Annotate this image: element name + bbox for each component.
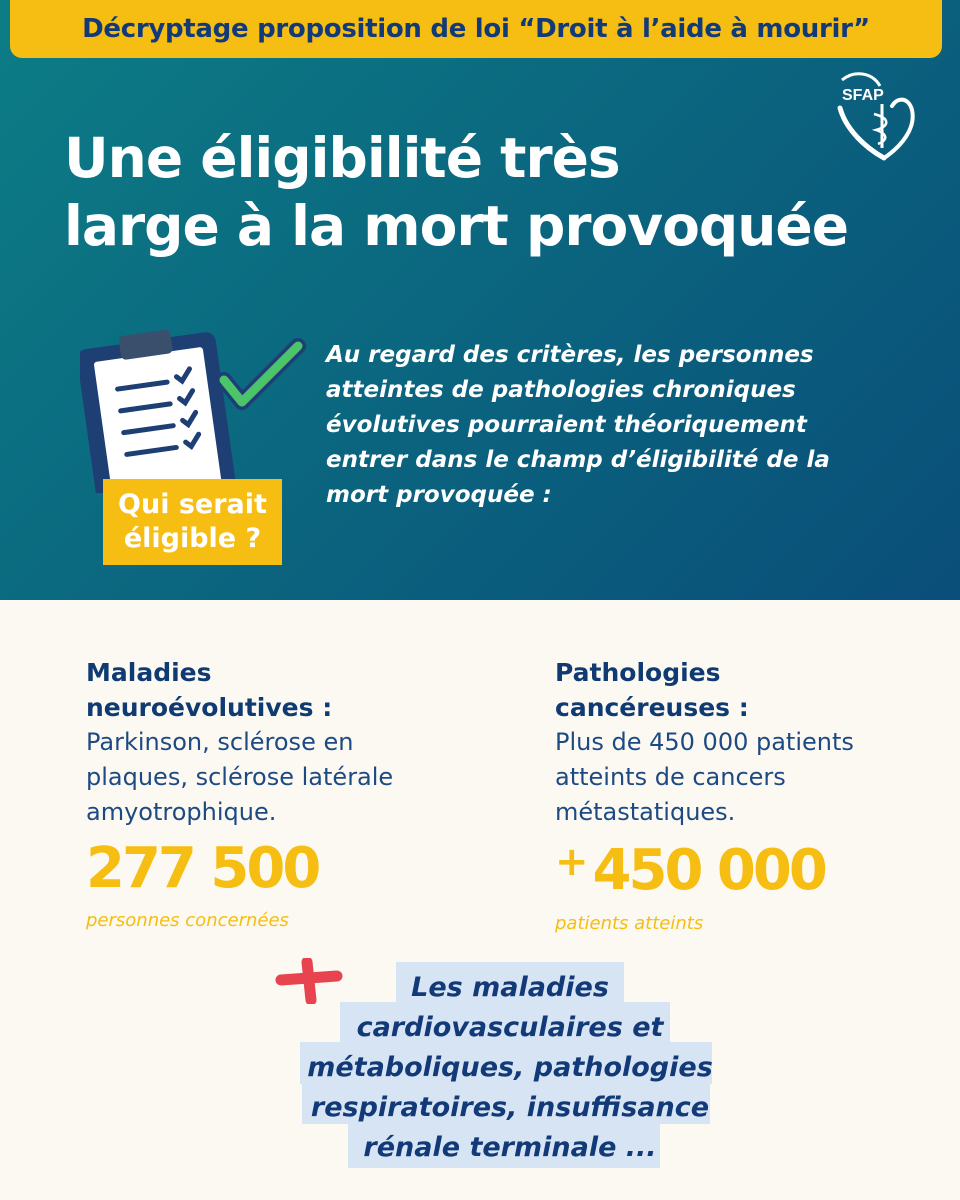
description-line: Plus de 450 000 patients — [555, 728, 854, 756]
section-title-line: cancéreuses : — [555, 693, 749, 722]
intro-line: atteintes de pathologies chroniques — [326, 377, 796, 403]
highlight-line: Les maladies — [411, 972, 609, 1003]
logo-text: SFAP — [842, 87, 884, 104]
eligibility-badge — [103, 479, 282, 565]
top-banner — [10, 0, 942, 58]
banner-title: Décryptage proposition de loi “Droit à l’aide à mourir” — [82, 14, 870, 44]
neuro-diseases-section — [86, 655, 466, 830]
highlight-text — [280, 968, 740, 1168]
intro-line: mort provoquée : — [326, 482, 552, 508]
page-title-line: Une éligibilité très — [64, 126, 620, 190]
badge-line: Qui serait — [118, 489, 267, 520]
description-line: Parkinson, sclérose en — [86, 728, 354, 756]
section-title-line: Maladies — [86, 658, 212, 687]
cancer-stat-value: 450 000 — [592, 838, 825, 903]
section-description — [86, 725, 466, 830]
description-line: amyotrophique. — [86, 798, 277, 826]
description-line: métastatiques. — [555, 798, 736, 826]
cancer-section — [555, 655, 935, 830]
description-line: plaques, sclérose latérale — [86, 763, 394, 791]
intro-paragraph — [326, 338, 926, 513]
section-description — [555, 725, 935, 830]
description-line: atteints de cancers — [555, 763, 786, 791]
intro-line: évolutives pourraient théoriquement — [326, 412, 807, 438]
highlight-line: respiratoires, insuffisance — [310, 1092, 710, 1123]
page-title — [64, 124, 848, 260]
highlight-line: rénale terminale ... — [363, 1132, 657, 1163]
section-title-line: Pathologies — [555, 658, 721, 687]
section-title-line: neuroévolutives : — [86, 693, 333, 722]
cancer-stat-number — [555, 838, 825, 903]
neuro-stat-number: 277 500 — [86, 836, 319, 901]
cancer-stat-caption: patients atteints — [555, 913, 704, 934]
highlight-line: métaboliques, pathologies — [307, 1052, 713, 1083]
badge-line: éligible ? — [123, 523, 262, 554]
clipboard-checklist-icon — [80, 318, 310, 493]
highlight-line: cardiovasculaires et — [356, 1012, 664, 1043]
intro-line: Au regard des critères, les personnes — [326, 342, 814, 368]
stat-plus-sign: + — [555, 839, 589, 885]
section-title — [555, 655, 935, 725]
page-title-line: large à la mort provoquée — [64, 194, 848, 258]
section-title — [86, 655, 466, 725]
neuro-stat-caption: personnes concernées — [86, 910, 289, 931]
intro-line: entrer dans le champ d’éligibilité de la — [326, 447, 830, 473]
